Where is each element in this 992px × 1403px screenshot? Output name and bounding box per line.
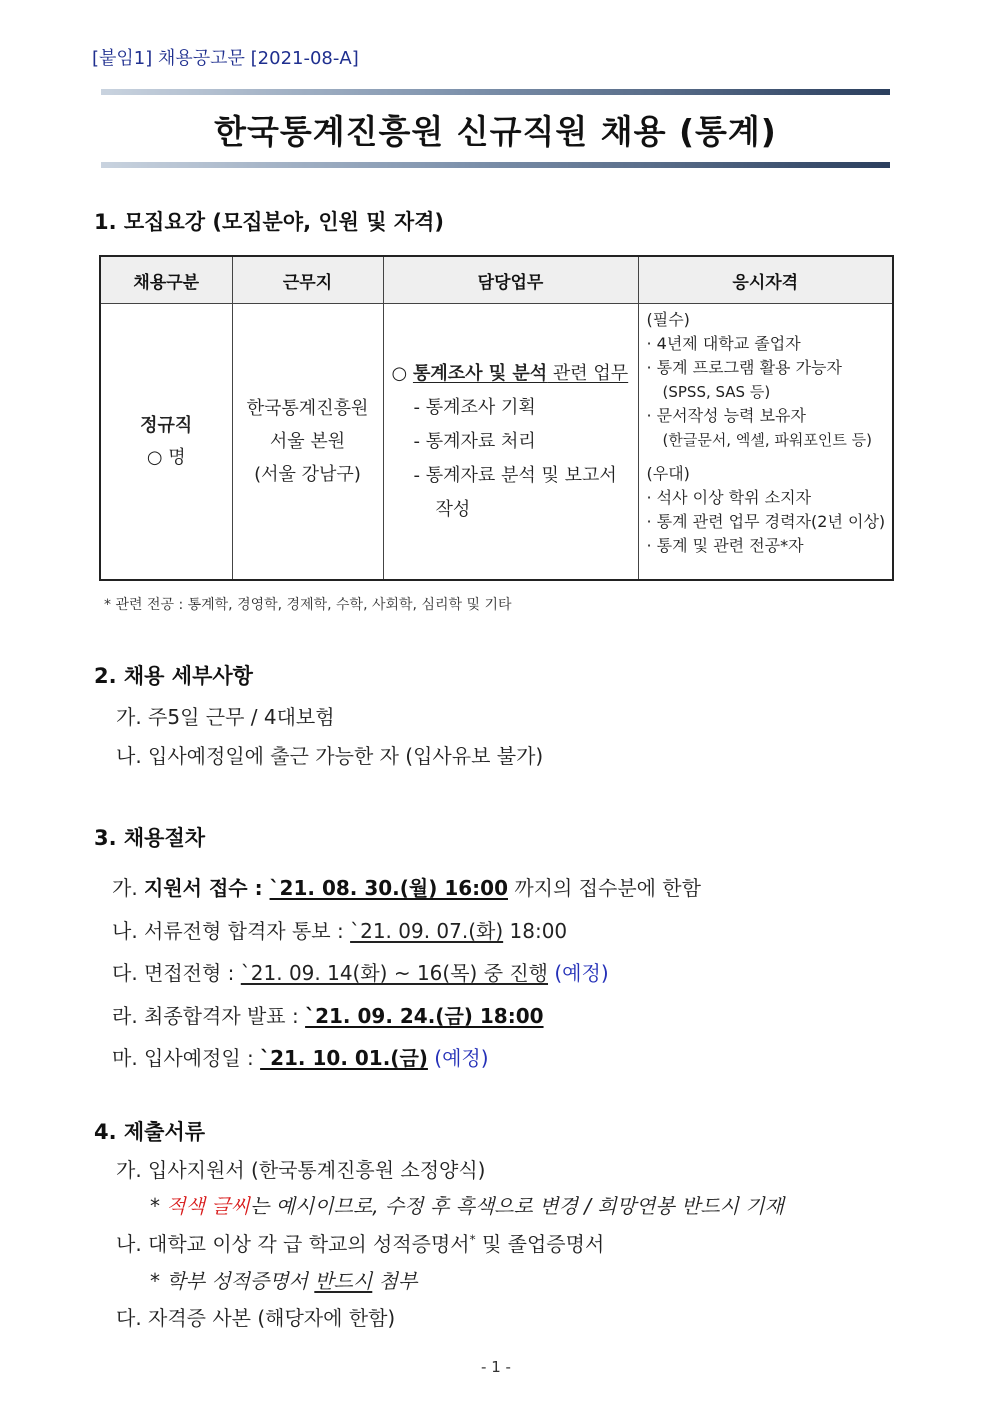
document-result-date: `21. 09. 07.(화) [350, 919, 504, 943]
cell-location [232, 304, 383, 581]
procedure-document-result: 나. 서류전형 합격자 통보 : `21. 09. 07.(화) 18:00 [112, 919, 568, 943]
duty-main [392, 357, 638, 391]
page-title: 한국통계진흥원 신규직원 채용 (통계) [214, 112, 777, 151]
document-note: * 학부 성적증명서 반드시 첨부 [150, 1269, 418, 1293]
circle-bullet: ○ [391, 362, 413, 384]
section2-heading: 2. 채용 세부사항 [94, 664, 253, 688]
application-label: 지원서 접수 : [144, 876, 270, 900]
duty-main-suffix: 관련 업무 [547, 362, 629, 384]
location-line: (서울 강남구) [254, 464, 361, 485]
required-item-cont: (SPSS, SAS 등) [662, 383, 771, 401]
duty-item: - 통계자료 분석 및 보고서 [413, 464, 617, 486]
duty-item-cont: 작성 [435, 498, 471, 520]
header-location: 근무지 [232, 256, 383, 304]
detail-item: 나. 입사예정일에 출근 가능한 자 (입사유보 불가) [116, 744, 544, 768]
location-line: 서울 본원 [269, 431, 346, 452]
document-item: 나. 대학교 이상 각 급 학교의 성적증명서* 및 졸업증명서 [116, 1232, 605, 1256]
required-item-cont: (한글문서, 엑셀, 파워포인트 등) [662, 431, 872, 449]
location-line: 한국통계진흥원 [246, 398, 369, 419]
section4-heading: 4. 제출서류 [94, 1120, 206, 1144]
type-label: 정규직 [140, 414, 193, 436]
start-date: `21. 10. 01.(금) [260, 1046, 428, 1070]
major-note: * 관련 전공 : 통계학, 경영학, 경제학, 수학, 사회학, 심리학 및 기타 [104, 597, 512, 613]
header-type: 채용구분 [100, 256, 232, 304]
document-note: * 적색 글씨는 예시이므로, 수정 후 흑색으로 변경 / 희망연봉 반드시 기재 [150, 1194, 784, 1218]
table-header-row [100, 256, 893, 304]
preferred-item: · 석사 이상 학위 소지자 [646, 488, 812, 507]
required-item: · 4년제 대학교 졸업자 [646, 334, 801, 353]
section1-heading: 1. 모집요강 (모집분야, 인원 및 자격) [94, 210, 445, 234]
table-row [100, 304, 893, 581]
document-item: 다. 자격증 사본 (해당자에 한함) [116, 1306, 396, 1330]
title-rule-bottom [101, 162, 890, 168]
header-qualification: 응시자격 [638, 256, 893, 304]
duty-item: - 통계조사 기획 [413, 396, 536, 418]
duty-main-bold: 통계조사 및 분석 [412, 362, 548, 384]
required-label: (필수) [646, 310, 690, 329]
page-number: - 1 - [481, 1358, 511, 1376]
preferred-label: (우대) [646, 464, 690, 483]
cell-duty [383, 304, 638, 581]
cell-type [100, 304, 232, 581]
section3-heading: 3. 채용절차 [94, 826, 206, 850]
interview-date: `21. 09. 14(화) ~ 16(목) 중 진행 [240, 961, 549, 985]
recruitment-table [99, 255, 894, 581]
final-result-date: `21. 09. 24.(금) 18:00 [305, 1004, 544, 1028]
document-item: 가. 입사지원서 (한국통계진흥원 소정양식) [116, 1158, 486, 1182]
attachment-label: [붙임1] 채용공고문 [2021-08-A] [92, 48, 359, 69]
required-item: · 문서작성 능력 보유자 [646, 406, 806, 425]
header-duty: 담당업무 [383, 256, 638, 304]
procedure-final-result: 라. 최종합격자 발표 : `21. 09. 24.(금) 18:00 [112, 1004, 544, 1028]
tentative-label: (예정) [548, 961, 609, 985]
duty-item: - 통계자료 처리 [413, 430, 536, 452]
cell-qualification [638, 304, 893, 581]
title-rule-top [101, 89, 890, 95]
required-item: · 통계 프로그램 활용 가능자 [646, 358, 842, 377]
procedure-application: 가. 지원서 접수 : `21. 08. 30.(월) 16:00 까지의 접수분에 한함 [112, 876, 701, 900]
type-count: ○ 명 [146, 446, 186, 468]
detail-item: 가. 주5일 근무 / 4대보험 [116, 705, 335, 729]
preferred-item: · 통계 및 관련 전공*자 [646, 536, 804, 555]
tentative-label: (예정) [427, 1046, 489, 1070]
preferred-item: · 통계 관련 업무 경력자(2년 이상) [646, 512, 886, 531]
red-text-example: 적색 글씨 [166, 1194, 250, 1218]
application-deadline: `21. 08. 30.(월) 16:00 [269, 876, 508, 900]
procedure-start-date: 마. 입사예정일 : `21. 10. 01.(금) (예정) [112, 1046, 489, 1070]
procedure-interview: 다. 면접전형 : `21. 09. 14(화) ~ 16(목) 중 진행 (예정) [112, 961, 609, 985]
